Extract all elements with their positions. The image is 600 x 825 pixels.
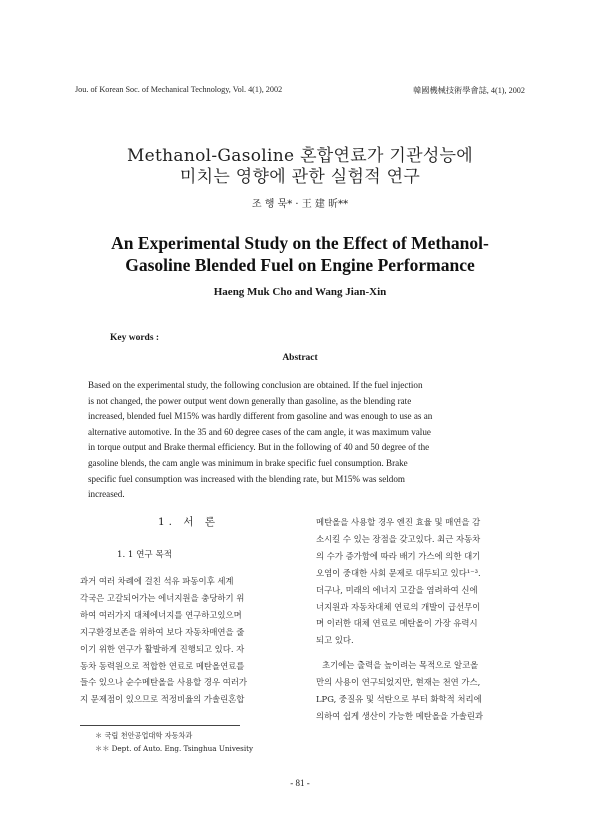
journal-header-ko: 韓國機械技術學會誌, 4(1), 2002 [413,86,525,95]
body-line: 지 문제점이 있으므로 적정비율의 가솔린혼합 [80,694,245,705]
body-line: 지구환경보존을 위하여 보다 자동차매연을 줄 [80,626,245,637]
body-line: 의 수가 증가함에 따라 배기 가스에 의한 대기 [316,550,481,561]
body-line: 하여 여러가지 대체에너지를 연구하고있으며 [80,609,242,620]
abstract-line: in torque output and Brake thermal efficiency. But in the following of 40 and 50 degree of the [88,442,430,453]
subsection-title-purpose: 1. 1 연구 목적 [117,550,173,560]
korean-title-line-2: 미치는 영향에 관한 실험적 연구 [179,167,421,187]
abstract-line: gasoline blends, the cam angle was minimum in brake specific fuel consumption. Brake [88,457,408,468]
abstract-body [88,378,520,503]
abstract-line: alternative automotive. In the 35 and 60 degree cases of the cam angle, it was maximum value [88,426,431,437]
keywords-label: Key words : [110,333,160,343]
english-authors: Haeng Muk Cho and Wang Jian-Xin [213,286,387,298]
abstract-line: increased. [88,489,125,500]
footnote-affiliation-1: ＊ 국립 천안공업대학 자동차과 [95,731,193,740]
korean-authors: 조 행 묵* · 王 建 昕** [251,199,349,210]
abstract-heading: Abstract [282,353,318,363]
body-line: 소시킬 수 있는 장점을 갖고있다. 최근 자동차 [316,533,481,544]
abstract-line: is not changed, the power output went down generally than gasoline, as the blending rate [88,395,412,406]
footnote-affiliation-2: ＊＊ Dept. of Auto. Eng. Tsinghua Univesity [95,744,254,753]
abstract-line: specific fuel consumption was increased with the blending rate, but M15% was seldom [88,473,405,484]
page-number: - 81 - [290,778,310,788]
body-line: 더구나, 미래의 에너지 고갈을 염려하여 신에 [316,584,478,595]
body-line: 동차 동력원으로 적합한 연료로 메탄올연료를 [80,660,245,671]
body-line: 의하여 쉽게 생산이 가능한 메탄올을 가솔린과 [316,710,484,721]
right-column-text [316,514,538,725]
abstract-line: Based on the experimental study, the following conclusion are obtained. If the fuel injection [88,380,423,390]
body-line: LPG, 중질유 및 석탄으로 부터 화학적 처리에 [316,694,482,705]
body-line: 너지원과 자동차대체 연료의 개발이 급선무이 [316,601,481,612]
body-line: 들수 있으나 순수메탄올을 사용할 경우 여러가 [80,677,248,688]
body-line: 과거 여러 차례에 걸친 석유 파동이후 세계 [80,576,234,586]
body-line: 이기 위한 연구가 활발하게 진행되고 있다. 자 [80,643,245,654]
left-column-text [80,573,308,708]
korean-title-line-1: Methanol-Gasoline 혼합연료가 기관성능에 [126,146,474,166]
abstract-line: increased, blended fuel M15% was hardly different from gasoline and was enough to use as an [88,411,433,422]
body-line: 되고 있다. [316,635,354,646]
english-title-line-1: An Experimental Study on the Effect of Methanol- [111,233,489,253]
body-line: 메탄올을 사용할 경우 엔진 효율 및 매연을 감 [316,517,481,527]
body-line: 각국은 고갈되어가는 에너지원을 충당하기 위 [80,592,245,603]
paragraph-gap [316,649,538,657]
journal-header-en: Jou. of Korean Soc. of Mechanical Technology, Vol. 4(1), 2002 [75,85,283,94]
body-line: 초기에는 출력을 높이려는 목적으로 알코올 [322,660,479,671]
body-line: 며 이러한 대체 연료로 메탄올이 가장 유력시 [316,618,478,629]
english-title-line-2: Gasoline Blended Fuel on Engine Performance [125,255,475,275]
body-line: 오염이 중대한 사회 문제로 대두되고 있다¹⁻³. [316,567,481,578]
footnote-divider [80,725,240,726]
section-title-introduction: 1. 서 론 [158,516,219,528]
body-line: 만의 사용이 연구되었지만, 현재는 천연 가스, [316,677,481,688]
